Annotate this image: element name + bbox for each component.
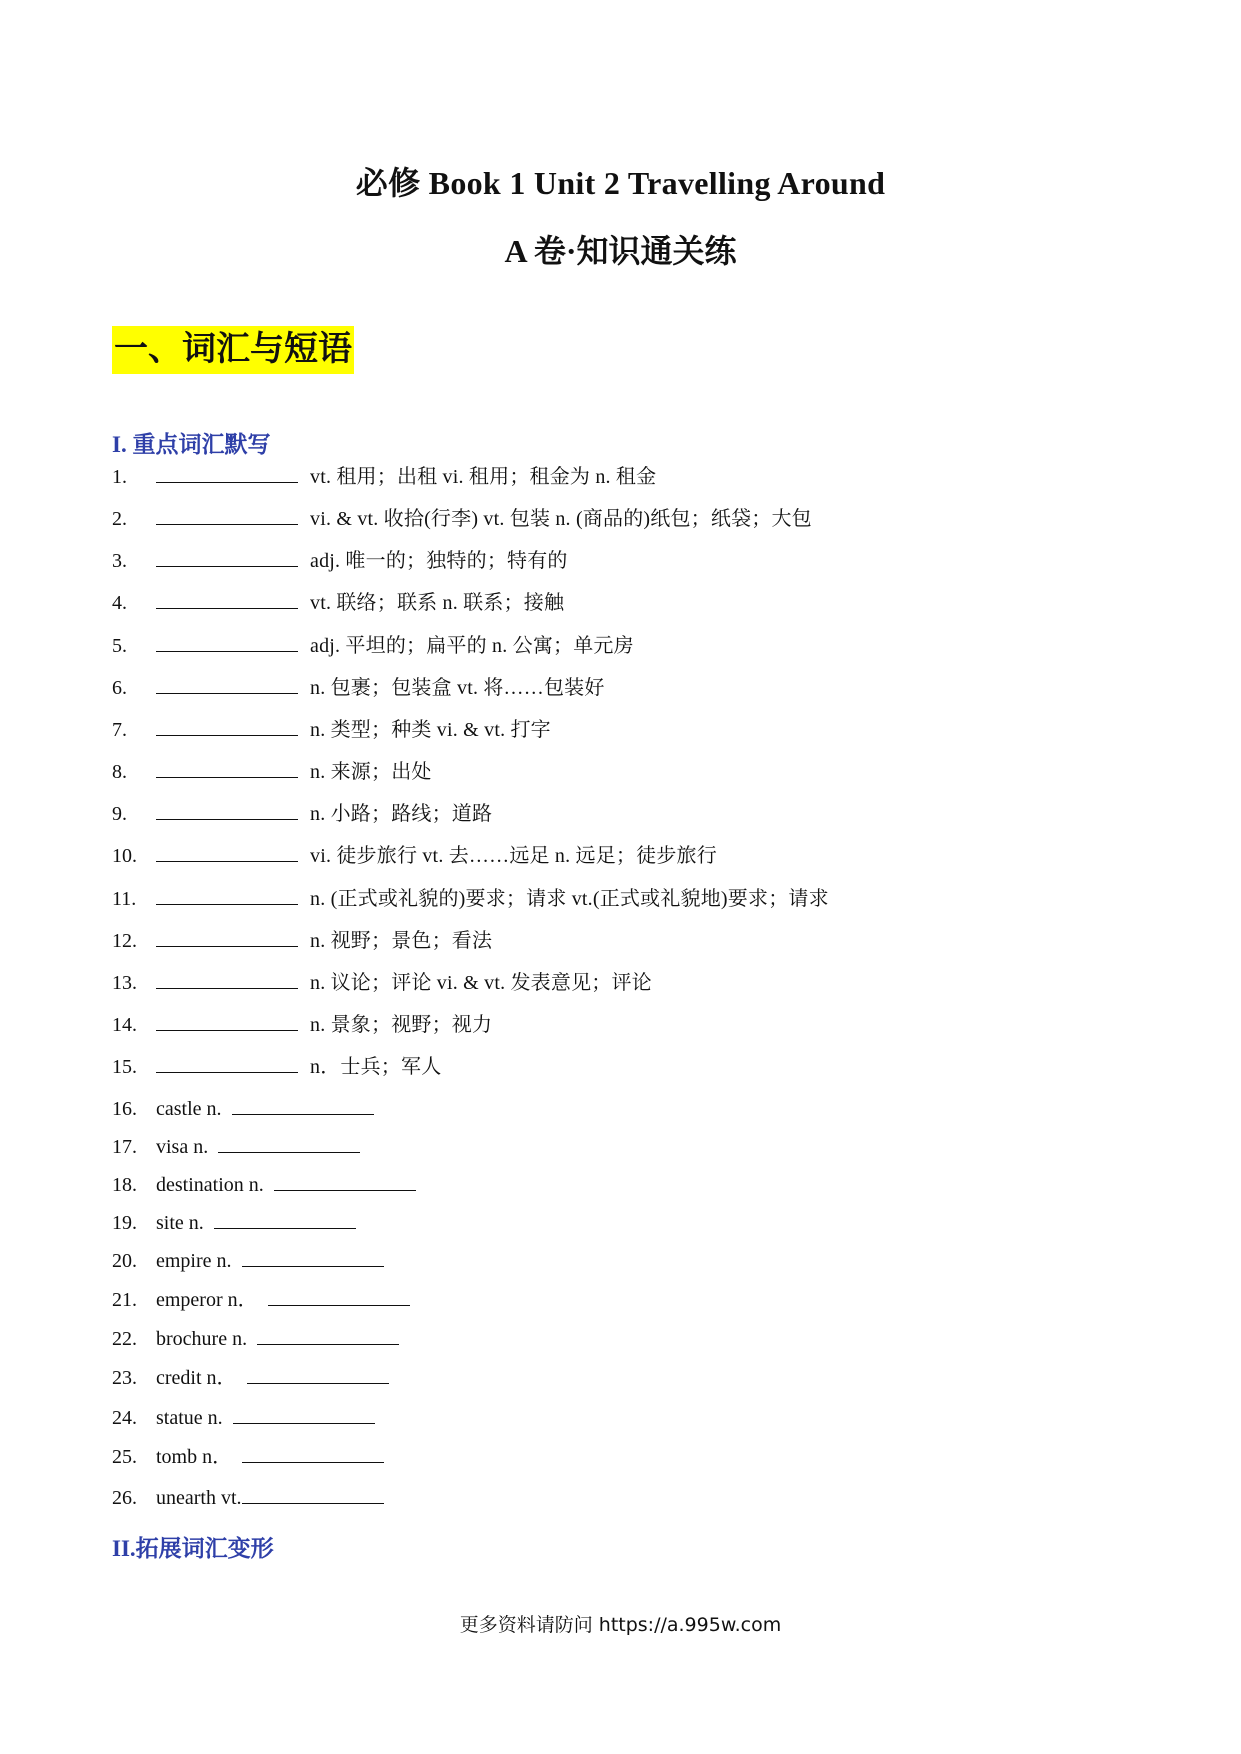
answer-blank[interactable] [156, 968, 298, 989]
item-word: tomb n． [156, 1446, 233, 1468]
answer-blank[interactable] [156, 841, 298, 862]
list-item [112, 588, 564, 616]
answer-blank[interactable] [156, 631, 298, 652]
item-number: 9. [112, 803, 127, 825]
list-item [112, 1010, 492, 1038]
list-item [112, 1246, 384, 1274]
answer-blank[interactable] [156, 546, 298, 567]
answer-blank[interactable] [156, 504, 298, 525]
answer-blank[interactable] [242, 1442, 384, 1463]
part-heading-2: II.拓展词汇变形 [112, 1536, 274, 1561]
list-item [112, 799, 492, 827]
answer-blank[interactable] [218, 1132, 360, 1153]
list-item [112, 673, 605, 701]
item-number: 11. [112, 888, 137, 910]
item-number: 8. [112, 761, 127, 783]
list-item [112, 884, 829, 912]
item-number: 1. [112, 466, 127, 488]
list-item [112, 504, 812, 532]
section-heading: 一、词汇与短语 [112, 326, 354, 374]
item-definition: vt. 联络；联系 n. 联系；接触 [310, 592, 565, 614]
item-number: 3. [112, 550, 127, 572]
answer-blank[interactable] [257, 1324, 399, 1345]
item-number: 26. [112, 1487, 137, 1509]
item-definition: vi. & vt. 收拾(行李) vt. 包装 n. (商品的)纸包；纸袋；大包 [310, 508, 812, 530]
answer-blank[interactable] [156, 1010, 298, 1031]
item-number: 2. [112, 508, 127, 530]
answer-blank[interactable] [233, 1403, 375, 1424]
answer-blank[interactable] [242, 1483, 384, 1504]
item-number: 25. [112, 1446, 137, 1468]
answer-blank[interactable] [247, 1363, 389, 1384]
answer-blank[interactable] [156, 1052, 298, 1073]
list-item [112, 1483, 384, 1511]
item-word: destination n. [156, 1174, 264, 1196]
item-definition: adj. 唯一的；独特的；特有的 [310, 550, 568, 572]
item-number: 23. [112, 1367, 137, 1389]
item-number: 4. [112, 592, 127, 614]
item-number: 5. [112, 635, 127, 657]
answer-blank[interactable] [274, 1170, 416, 1191]
item-word: credit n． [156, 1367, 237, 1389]
answer-blank[interactable] [214, 1208, 356, 1229]
answer-blank[interactable] [156, 673, 298, 694]
item-number: 18. [112, 1174, 137, 1196]
item-number: 13. [112, 972, 137, 994]
item-definition: vi. 徒步旅行 vt. 去……远足 n. 远足；徒步旅行 [310, 845, 717, 867]
item-word: emperor n． [156, 1289, 258, 1311]
footer-text: 更多资料请防问 https://a.995w.com [459, 1614, 782, 1636]
page-subtitle: A 卷·知识通关练 [504, 233, 737, 269]
list-item [112, 968, 652, 996]
item-number: 7. [112, 719, 127, 741]
item-word: visa n. [156, 1136, 209, 1158]
list-item [112, 1170, 416, 1198]
part-heading-1: I. 重点词汇默写 [112, 432, 271, 457]
list-item [112, 1324, 399, 1352]
answer-blank[interactable] [242, 1246, 384, 1267]
answer-blank[interactable] [156, 926, 298, 947]
item-number: 15. [112, 1056, 137, 1078]
answer-blank[interactable] [268, 1285, 410, 1306]
item-word: unearth vt. [156, 1487, 242, 1509]
list-item [112, 1052, 441, 1080]
item-word: empire n. [156, 1250, 232, 1272]
item-definition: n. 议论；评论 vi. & vt. 发表意见；评论 [310, 972, 652, 994]
item-word: brochure n. [156, 1328, 248, 1350]
item-number: 21. [112, 1289, 137, 1311]
answer-blank[interactable] [232, 1094, 374, 1115]
item-definition: n. 类型；种类 vi. & vt. 打字 [310, 719, 551, 741]
item-definition: n. (正式或礼貌的)要求；请求 vt.(正式或礼貌地)要求；请求 [310, 888, 829, 910]
item-definition: vt. 租用；出租 vi. 租用；租金为 n. 租金 [310, 466, 657, 488]
list-item [112, 546, 568, 574]
list-item [112, 1094, 374, 1122]
item-definition: n．士兵；军人 [310, 1056, 442, 1078]
page-title: 必修 Book 1 Unit 2 Travelling Around [355, 165, 886, 201]
list-item [112, 926, 492, 954]
item-definition: n. 来源；出处 [310, 761, 432, 783]
item-number: 16. [112, 1098, 137, 1120]
item-word: castle n. [156, 1098, 222, 1120]
list-item [112, 715, 551, 743]
item-definition: n. 包裹；包装盒 vt. 将……包装好 [310, 677, 605, 699]
item-number: 20. [112, 1250, 137, 1272]
answer-blank[interactable] [156, 799, 298, 820]
list-item [112, 462, 656, 490]
item-definition: n. 小路；路线；道路 [310, 803, 493, 825]
answer-blank[interactable] [156, 715, 298, 736]
answer-blank[interactable] [156, 462, 298, 483]
item-number: 6. [112, 677, 127, 699]
answer-blank[interactable] [156, 884, 298, 905]
item-word: site n. [156, 1212, 204, 1234]
list-item [112, 1363, 389, 1391]
item-number: 24. [112, 1407, 137, 1429]
list-item [112, 1208, 356, 1236]
item-definition: n. 景象；视野；视力 [310, 1014, 493, 1036]
item-number: 19. [112, 1212, 137, 1234]
item-number: 14. [112, 1014, 137, 1036]
list-item [112, 1285, 410, 1313]
list-item [112, 1403, 375, 1431]
list-item [112, 1442, 384, 1470]
item-number: 17. [112, 1136, 137, 1158]
item-word: statue n. [156, 1407, 223, 1429]
list-item [112, 631, 634, 659]
item-definition: adj. 平坦的；扁平的 n. 公寓；单元房 [310, 635, 634, 657]
list-item [112, 841, 717, 869]
answer-blank[interactable] [156, 757, 298, 778]
item-number: 22. [112, 1328, 137, 1350]
list-item [112, 757, 432, 785]
item-number: 10. [112, 845, 137, 867]
item-definition: n. 视野；景色；看法 [310, 930, 493, 952]
item-number: 12. [112, 930, 137, 952]
answer-blank[interactable] [156, 588, 298, 609]
list-item [112, 1132, 360, 1160]
